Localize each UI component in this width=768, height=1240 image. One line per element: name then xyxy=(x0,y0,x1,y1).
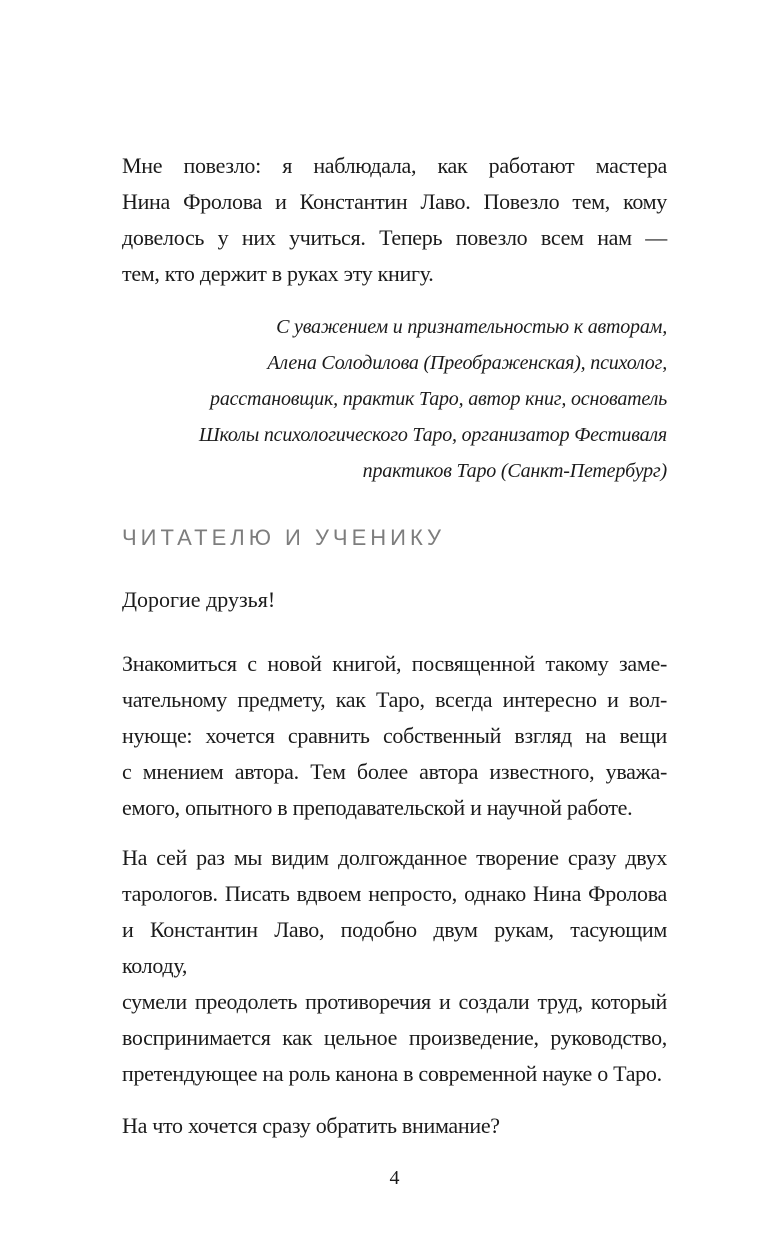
body-paragraph-2 xyxy=(122,840,667,1092)
text-line: тарологов. Писать вдвоем непросто, однако Нина Фролова xyxy=(122,881,667,906)
text-line: Школы психологического Таро, организатор Фестиваля xyxy=(198,424,667,446)
text-line: расстановщик, практик Таро, автор книг, основатель xyxy=(210,388,667,410)
text-line: претендующее на роль канона в современной науке о Таро. xyxy=(122,1061,662,1086)
body-paragraph-1 xyxy=(122,646,667,826)
dedication-block xyxy=(122,309,667,489)
text-line: На сей раз мы видим долгожданное творение сразу двух xyxy=(122,845,667,870)
text-line: Мне повезло: я наблюдала, как работают мастера xyxy=(122,153,667,178)
text-line: практиков Таро (Санкт-Петербург) xyxy=(362,460,667,482)
section-heading: ЧИТАТЕЛЮ И УЧЕНИКУ xyxy=(122,525,446,550)
text-line: с мнением автора. Тем более автора известного, уважа- xyxy=(122,759,667,784)
text-line: емого, опытного в преподавательской и научной работе. xyxy=(122,795,633,820)
intro-paragraph xyxy=(122,148,667,292)
page-footer xyxy=(122,1164,667,1192)
text-line: чательному предмету, как Таро, всегда интересно и вол- xyxy=(122,687,667,712)
text-line: сумели преодолеть противоречия и создали труд, который xyxy=(122,989,667,1014)
text-line: воспринимается как цельное произведение, руководство, xyxy=(122,1025,667,1050)
closing-question: На что хочется сразу обратить внимание? xyxy=(122,1113,500,1138)
text-line: Алена Солодилова (Преображенская), психолог, xyxy=(267,352,667,374)
text-line: Знакомиться с новой книгой, посвященной такому заме- xyxy=(122,651,667,676)
text-line: Нина Фролова и Константин Лаво. Повезло тем, кому xyxy=(122,189,667,214)
text-line: С уважением и признательностью к авторам, xyxy=(276,316,667,338)
text-line: довелось у них учиться. Теперь повезло всем нам — xyxy=(122,225,667,250)
page-number: 4 xyxy=(389,1167,400,1189)
text-line: тем, кто держит в руках эту книгу. xyxy=(122,261,434,286)
text-line: нующе: хочется сравнить собственный взгляд на вещи xyxy=(122,723,667,748)
text-line: и Константин Лаво, подобно двум рукам, тасующим колоду, xyxy=(122,917,667,978)
salutation: Дорогие друзья! xyxy=(122,587,276,612)
